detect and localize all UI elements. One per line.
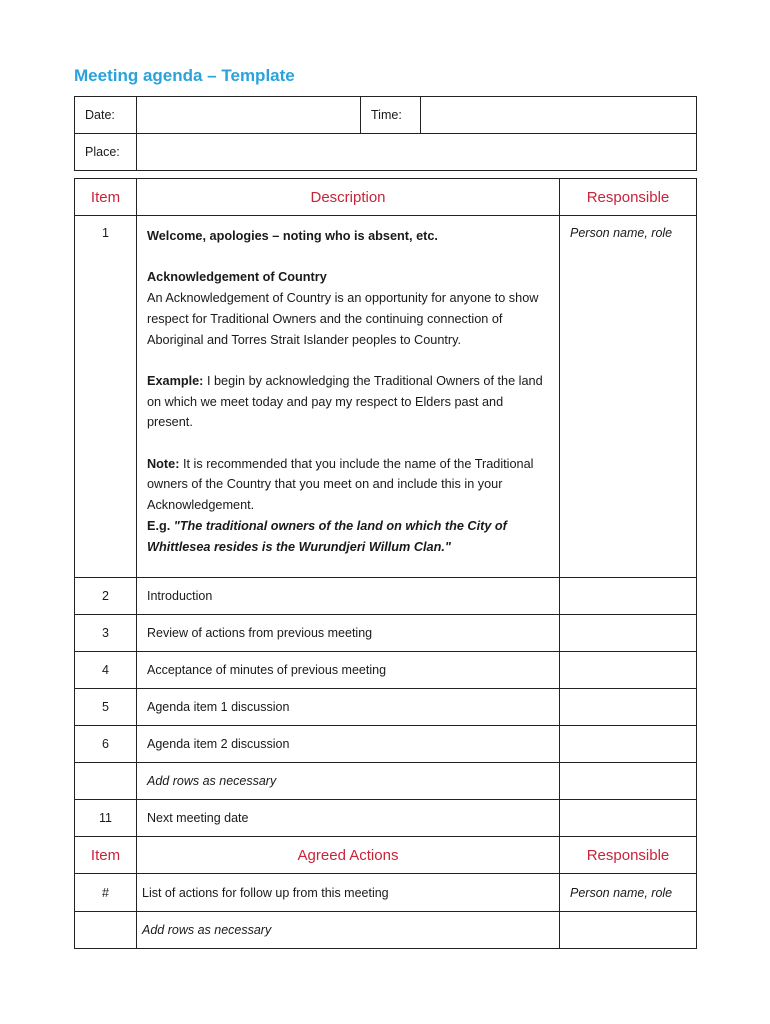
place-label: Place:: [75, 134, 137, 171]
time-label: Time:: [361, 97, 421, 134]
time-field[interactable]: [421, 97, 697, 134]
item-description[interactable]: Agenda item 1 discussion: [137, 689, 560, 726]
add-rows-hint[interactable]: Add rows as necessary: [137, 912, 560, 949]
item-number: 1: [75, 216, 137, 578]
agenda-header-row: [75, 179, 697, 216]
col-responsible-header: Responsible: [560, 837, 697, 874]
agenda-table: [74, 178, 697, 949]
note-label: Note:: [147, 456, 180, 471]
note-text: It is recommended that you include the name of the Traditional owners of the Country that you meet on and include this in your Acknowledgement.: [147, 456, 534, 513]
responsible-cell[interactable]: [560, 800, 697, 837]
responsible-cell[interactable]: [560, 726, 697, 763]
item-number: 5: [75, 689, 137, 726]
item-description[interactable]: Next meeting date: [137, 800, 560, 837]
action-number: [75, 912, 137, 949]
table-row: [75, 912, 697, 949]
responsible-cell[interactable]: [560, 912, 697, 949]
item-number: 4: [75, 652, 137, 689]
col-item-header: Item: [75, 179, 137, 216]
item-description[interactable]: [137, 216, 560, 578]
table-row: [75, 726, 697, 763]
table-row: [75, 578, 697, 615]
col-description-header: Description: [137, 179, 560, 216]
ack-text: An Acknowledgement of Country is an opportunity for anyone to show respect for Traditional Owners and the continuing connection of Aboriginal and Torres Strait Islander peoples to Country.: [147, 291, 539, 347]
meeting-details-table: [74, 96, 697, 171]
item-number: 6: [75, 726, 137, 763]
col-responsible-header: Responsible: [560, 179, 697, 216]
responsible-cell[interactable]: Person name, role: [560, 874, 697, 912]
responsible-cell[interactable]: [560, 652, 697, 689]
item-number: 11: [75, 800, 137, 837]
item-description[interactable]: Review of actions from previous meeting: [137, 615, 560, 652]
table-row: [75, 615, 697, 652]
table-row: [75, 689, 697, 726]
table-row: [75, 652, 697, 689]
actions-header-row: [75, 837, 697, 874]
date-field[interactable]: [137, 97, 361, 134]
example-label: Example:: [147, 373, 204, 388]
ack-heading: Acknowledgement of Country: [147, 270, 327, 285]
col-agreed-actions-header: Agreed Actions: [137, 837, 560, 874]
responsible-cell[interactable]: Person name, role: [560, 216, 697, 578]
table-row: [75, 800, 697, 837]
action-number: #: [75, 874, 137, 912]
responsible-cell[interactable]: [560, 615, 697, 652]
item-description[interactable]: Introduction: [137, 578, 560, 615]
example-text: I begin by acknowledging the Traditional Owners of the land on which we meet today and pay my respect to Elders past and present.: [147, 373, 543, 430]
col-item-header: Item: [75, 837, 137, 874]
date-label: Date:: [75, 97, 137, 134]
item-number: [75, 763, 137, 800]
responsible-cell[interactable]: [560, 578, 697, 615]
table-row: [75, 874, 697, 912]
welcome-text: Welcome, apologies – noting who is absent, etc.: [147, 229, 438, 243]
eg-label: E.g.: [147, 518, 174, 533]
place-field[interactable]: [137, 134, 697, 171]
table-row: [75, 216, 697, 578]
responsible-cell[interactable]: [560, 763, 697, 800]
item-description[interactable]: Acceptance of minutes of previous meeting: [137, 652, 560, 689]
item-number: 2: [75, 578, 137, 615]
responsible-cell[interactable]: [560, 689, 697, 726]
item-number: 3: [75, 615, 137, 652]
page-title: Meeting agenda – Template: [74, 66, 295, 85]
eg-text: "The traditional owners of the land on which the City of Whittlesea resides is the Wurundjeri Willum Clan.": [147, 518, 507, 554]
action-description[interactable]: List of actions for follow up from this meeting: [137, 874, 560, 912]
table-row: [75, 763, 697, 800]
add-rows-hint[interactable]: Add rows as necessary: [137, 763, 560, 800]
item-description[interactable]: Agenda item 2 discussion: [137, 726, 560, 763]
